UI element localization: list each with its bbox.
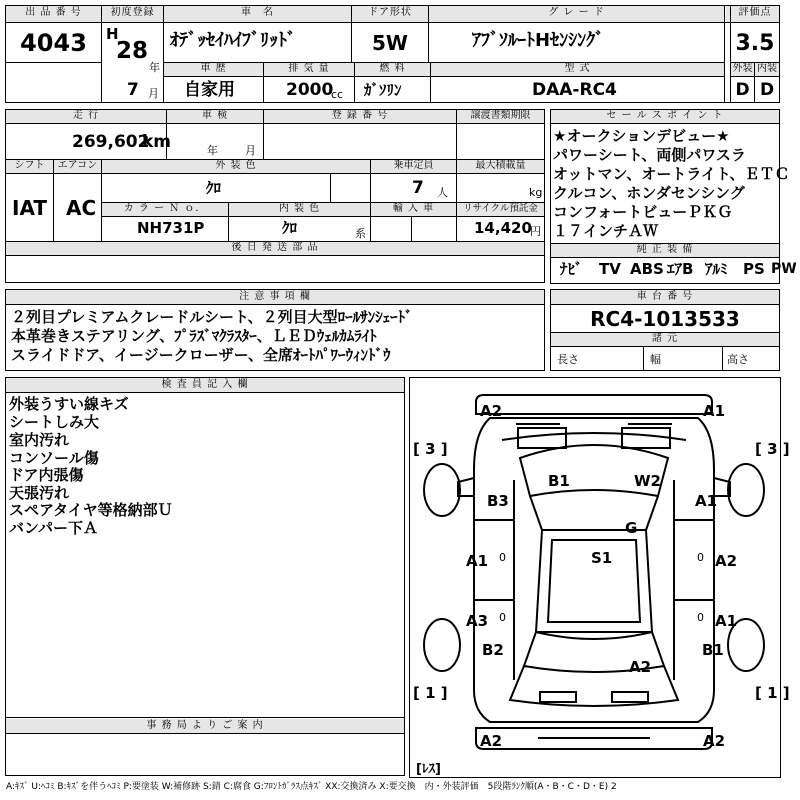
- mileage-unit: km: [142, 132, 172, 152]
- displacement-unit: cc: [331, 88, 344, 101]
- equipment-item: ﾅﾋﾞ: [560, 260, 583, 278]
- car-name: ｵﾃﾞｯｾｲﾊｲﾌﾞﾘｯﾄﾞ: [170, 30, 296, 51]
- sales-point-item: パワーシート、両側パワスラ: [553, 146, 746, 164]
- label-import: 輸 入 車: [392, 203, 435, 214]
- equipment-item: ｱﾙﾐ: [705, 260, 728, 278]
- dim-height: 高さ: [727, 353, 749, 366]
- grade-mark: A2: [480, 732, 503, 750]
- equipment-item: PS: [743, 260, 765, 278]
- reg-year: 28: [116, 38, 149, 64]
- label-ac: エアコン: [57, 160, 98, 171]
- sales-point-item: オットマン、オートライト、ＥＴＣ: [553, 165, 790, 183]
- max-load-unit: kg: [529, 186, 543, 199]
- dim-length: 長さ: [557, 353, 579, 366]
- sales-point-item: クルコン、ホンダセンシング: [553, 184, 745, 202]
- label-inspection: 車 検: [201, 110, 229, 121]
- zero-mark: 0: [499, 611, 506, 624]
- door-type: 5W: [372, 31, 408, 55]
- zero-mark: 0: [697, 551, 704, 564]
- label-sales-points: セ ー ル ス ポ イ ン ト: [606, 110, 724, 121]
- color-value: ｸﾛ: [206, 179, 222, 197]
- label-history: 車 歴: [200, 63, 227, 74]
- inspection-month-unit: 月: [245, 144, 256, 157]
- era-letter: H: [106, 25, 119, 43]
- label-door: ドア形状: [368, 7, 412, 18]
- lot-number: 4043: [20, 29, 87, 57]
- spare-bracket: [ﾚｽ]: [416, 762, 441, 777]
- mileage-value: 269,602: [72, 132, 150, 152]
- label-max-load: 最大積載量: [475, 160, 526, 171]
- inspector-note: 天張汚れ: [9, 484, 70, 502]
- label-capacity: 乗車定員: [393, 160, 434, 171]
- grade-mark: B1: [702, 641, 724, 659]
- shift-value: IAT: [12, 196, 48, 220]
- reg-month: 7: [127, 80, 139, 100]
- label-office: 事 務 局 よ り ご 案 内: [146, 720, 264, 731]
- inspector-note: シートしみ大: [9, 413, 100, 431]
- equipment-item: ｴｱB: [667, 260, 694, 278]
- exterior-grade: D: [735, 80, 750, 100]
- equipment-item: PW: [771, 261, 797, 277]
- dim-width: 幅: [650, 353, 661, 366]
- grade-mark: A2: [715, 552, 738, 570]
- label-mileage: 走 行: [72, 110, 100, 121]
- label-notes: 注 意 事 項 欄: [239, 291, 311, 302]
- history-value: 自家用: [184, 80, 235, 100]
- score-value: 3.5: [735, 31, 775, 56]
- grade-mark: A1: [703, 402, 726, 420]
- sales-point-item: １７インチＡＷ: [553, 222, 659, 240]
- inspector-note: バンパー下Ａ: [9, 519, 98, 537]
- grade-mark: A1: [715, 612, 738, 630]
- grade-mark: B2: [482, 641, 504, 659]
- int-color-unit: 系: [355, 227, 366, 240]
- grade-mark: A2: [629, 658, 652, 676]
- grade-name: ｱﾌﾞｿﾙｰﾄHｾﾝｼﾝｸﾞ: [472, 30, 605, 51]
- color-no-value: NH731P: [137, 219, 205, 237]
- grade-mark: G: [625, 519, 638, 537]
- label-equipment: 純 正 装 備: [636, 244, 694, 255]
- label-dims: 諸 元: [651, 333, 679, 344]
- grade-mark: B3: [487, 492, 509, 510]
- recycle-unit: 円: [530, 225, 541, 238]
- inspector-note: ドア内張傷: [9, 466, 84, 484]
- fuel-value: ｶﾞｿﾘﾝ: [364, 81, 402, 99]
- grade-mark: B1: [548, 472, 570, 490]
- grade-mark: A2: [703, 732, 726, 750]
- sales-point-item: ★オークションデビュー★: [553, 127, 730, 145]
- equipment-item: TV: [599, 260, 621, 278]
- note-line: 本革巻きステアリング、ﾌﾟﾗｽﾞﾏｸﾗｽﾀｰ、ＬＥＤｳｪﾙｶﾑﾗｲﾄ: [11, 327, 377, 345]
- capacity-unit: 人: [437, 186, 448, 199]
- inspector-note: 室内汚れ: [9, 431, 70, 449]
- label-score: 評価点: [738, 7, 772, 18]
- label-shift: シフト: [14, 160, 45, 171]
- label-car-name: 車 名: [241, 7, 274, 18]
- grade-mark: A3: [466, 612, 489, 630]
- label-model-code: 型 式: [564, 63, 591, 74]
- tire-bracket: [ 1 ]: [413, 684, 448, 702]
- inspection-year-unit: 年: [207, 144, 218, 157]
- label-grade: グ レ ー ド: [548, 7, 605, 18]
- label-displacement: 排 気 量: [288, 63, 330, 74]
- grade-mark: A1: [695, 492, 718, 510]
- capacity-value: 7: [412, 178, 424, 198]
- zero-mark: 0: [697, 611, 704, 624]
- inspector-note: 外装うすい線キズ: [9, 395, 129, 413]
- month-unit: 月: [148, 87, 159, 100]
- sales-point-item: コンフォートビューＰＫＧ: [553, 203, 733, 221]
- tire-bracket: [ 3 ]: [413, 440, 448, 458]
- label-lot-no: 出 品 番 号: [25, 7, 82, 18]
- grade-mark: A1: [466, 552, 489, 570]
- label-recycle: リサイクル預託金: [463, 203, 538, 214]
- zero-mark: 0: [499, 551, 506, 564]
- note-line: スライドドア、イージークローザー、全席ｵｰﾄﾊﾟﾜｰｳｨﾝﾄﾞｳ: [11, 346, 391, 364]
- recycle-value: 14,420: [474, 219, 532, 237]
- grade-mark: W2: [634, 472, 661, 490]
- tire-bracket: [ 3 ]: [755, 440, 790, 458]
- inspector-note: スペアタイヤ等格納部Ｕ: [9, 501, 173, 519]
- grade-mark: A2: [480, 402, 503, 420]
- interior-grade: D: [759, 80, 775, 100]
- note-line: ２列目プレミアムクレードルシート、２列目大型ﾛｰﾙｻﾝｼｪｰﾄﾞ: [11, 308, 413, 326]
- equipment-item: ABS: [630, 260, 664, 278]
- legend-text: A:ｷｽﾞ U:ﾍｺﾐ B:ｷｽﾞを伴うﾍｺﾐ P:要塗装 W:補修跡 S:錆 C:腐食 G:ﾌﾛﾝﾄｶﾞﾗｽ点ｷｽﾞ XX:交換済み X:要交換 内・外装評価 5段階ﾗﾝｸ順(A・B・C・D・E) 2: [6, 782, 617, 792]
- inspector-note: コンソール傷: [9, 449, 99, 467]
- grade-mark: S1: [591, 549, 613, 567]
- label-reg-no: 登 録 番 号: [331, 110, 389, 121]
- label-color: 外 装 色: [215, 160, 257, 171]
- label-interior: 内装: [757, 63, 777, 74]
- label-chassis: 車 台 番 号: [636, 291, 694, 302]
- ac-value: AC: [66, 196, 97, 220]
- model-code: DAA-RC4: [532, 80, 617, 100]
- int-color-value: ｸﾛ: [282, 219, 298, 237]
- label-color-no: カ ラ ー Ｎ ｏ．: [123, 203, 207, 214]
- label-later-parts: 後 日 発 送 部 品: [231, 242, 319, 253]
- year-unit: 年: [149, 61, 160, 74]
- label-first-reg: 初度登録: [110, 7, 155, 18]
- label-exterior: 外装: [732, 63, 753, 74]
- label-int-color: 内 装 色: [278, 203, 321, 214]
- label-fuel: 燃 料: [379, 63, 406, 74]
- displacement-value: 2000: [286, 80, 334, 100]
- label-transfer: 譲渡書類期限: [470, 110, 531, 121]
- chassis-number: RC4-1013533: [590, 307, 740, 331]
- tire-bracket: [ 1 ]: [755, 684, 790, 702]
- label-inspector: 検 査 員 記 入 欄: [161, 379, 249, 390]
